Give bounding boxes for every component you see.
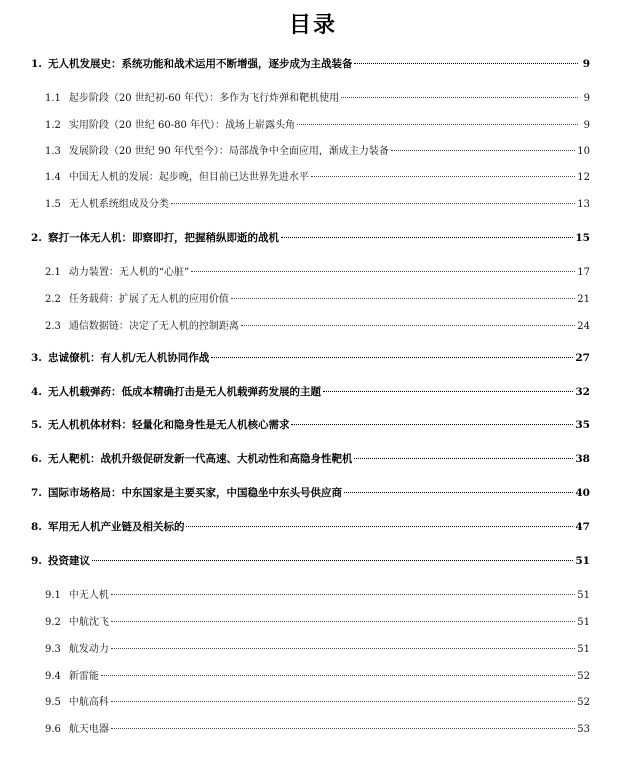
toc-entry-page-number: 38 — [575, 453, 590, 465]
toc-entry-chapter[interactable] — [0, 485, 626, 501]
toc-dot-leader — [92, 560, 573, 561]
toc-entry-number: 1. — [31, 58, 42, 70]
toc-dot-leader — [311, 176, 575, 177]
toc-entry-number: 1.3 — [45, 146, 61, 157]
toc-entry-label: 中国无人机的发展：起步晚，但目前已达世界先进水平 — [68, 172, 309, 183]
toc-entry-label: 中航高科 — [68, 697, 109, 708]
toc-entry-number: 9.4 — [45, 671, 61, 682]
toc-entry-label: 中无人机 — [68, 590, 109, 601]
toc-entry-number: 2.3 — [45, 321, 61, 332]
toc-entry-number: 2.1 — [45, 267, 61, 278]
toc-entry-section[interactable] — [0, 667, 626, 683]
toc-entry-label: 实用阶段（20 世纪 60-80 年代）：战场上崭露头角 — [68, 120, 295, 131]
toc-entry-number: 3. — [31, 352, 42, 364]
toc-entry-label: 中航沈飞 — [68, 617, 109, 628]
toc-dot-leader — [191, 271, 575, 272]
toc-entry-section[interactable] — [0, 263, 626, 279]
toc-entry-number: 1.5 — [45, 199, 61, 210]
toc-dot-leader — [344, 492, 573, 493]
toc-entry-page-number: 9 — [583, 120, 590, 131]
toc-entry-number: 6. — [31, 453, 42, 465]
toc-entry-label: 忠诚僚机：有人机/无人机协同作战 — [47, 352, 210, 364]
toc-entry-page-number: 21 — [577, 294, 590, 305]
toc-entry-label: 察打一体无人机：即察即打，把握稍纵即逝的战机 — [47, 232, 279, 244]
toc-entry-page-number: 51 — [577, 617, 590, 628]
toc-entry-number: 2.2 — [45, 294, 61, 305]
toc-entry-section[interactable] — [0, 142, 626, 158]
toc-entry-label: 航天电器 — [68, 724, 109, 735]
toc-entry-page-number: 47 — [575, 521, 590, 533]
toc-dot-leader — [231, 298, 575, 299]
toc-entry-label: 无人机系统组成及分类 — [68, 199, 169, 210]
toc-dot-leader — [241, 325, 575, 326]
toc-dot-leader — [291, 424, 573, 425]
toc-dot-leader — [111, 621, 575, 622]
toc-entry-label: 无人靶机：战机升级促研发新一代高速、大机动性和高隐身性靶机 — [47, 453, 353, 465]
toc-entry-page-number: 35 — [575, 419, 590, 431]
toc-entry-page-number: 15 — [575, 232, 590, 244]
toc-entry-label: 无人机载弹药：低成本精确打击是无人机载弹药发展的主题 — [47, 386, 321, 398]
toc-dot-leader — [391, 150, 575, 151]
toc-entry-page-number: 53 — [577, 724, 590, 735]
toc-entry-section[interactable] — [0, 116, 626, 132]
toc-entry-chapter[interactable] — [0, 417, 626, 433]
toc-entry-label: 通信数据链：决定了无人机的控制距离 — [68, 321, 239, 332]
toc-entry-chapter[interactable] — [0, 230, 626, 246]
toc-dot-leader — [111, 594, 575, 595]
toc-entry-page-number: 51 — [575, 555, 590, 567]
toc-entry-page-number: 51 — [577, 590, 590, 601]
toc-dot-leader — [101, 675, 575, 676]
toc-entry-number: 9.3 — [45, 644, 61, 655]
toc-entry-number: 7. — [31, 487, 42, 499]
toc-entry-number: 1.4 — [45, 172, 61, 183]
toc-entry-label: 国际市场格局：中东国家是主要买家，中国稳坐中东头号供应商 — [47, 487, 342, 499]
toc-dot-leader — [354, 63, 578, 64]
toc-entry-label: 无人机机体材料：轻量化和隐身性是无人机核心需求 — [47, 419, 290, 431]
toc-dot-leader — [171, 203, 575, 204]
toc-entry-number: 4. — [31, 386, 42, 398]
toc-dot-leader — [281, 237, 573, 238]
toc-entry-page-number: 12 — [577, 172, 590, 183]
toc-entry-section[interactable] — [0, 720, 626, 736]
toc-entry-page-number: 51 — [577, 644, 590, 655]
toc-entry-page-number: 24 — [577, 321, 590, 332]
toc-entry-page-number: 10 — [577, 146, 590, 157]
toc-entry-number: 9. — [31, 555, 42, 567]
toc-entry-chapter[interactable] — [0, 451, 626, 467]
toc-dot-leader — [111, 648, 575, 649]
toc-entry-section[interactable] — [0, 613, 626, 629]
toc-entry-page-number: 9 — [582, 58, 590, 70]
toc-entry-page-number: 32 — [575, 386, 590, 398]
toc-entry-number: 8. — [31, 521, 42, 533]
page-title: 目录 — [288, 13, 337, 38]
toc-entry-label: 动力装置：无人机的“心脏” — [68, 267, 190, 278]
toc-entry-number: 9.5 — [45, 697, 61, 708]
toc-entry-section[interactable] — [0, 290, 626, 306]
toc-entry-label: 军用无人机产业链及相关标的 — [47, 521, 185, 533]
toc-entry-section[interactable] — [0, 317, 626, 333]
toc-entry-page-number: 40 — [575, 487, 590, 499]
toc-dot-leader — [186, 526, 573, 527]
toc-entry-number: 1.1 — [45, 93, 61, 104]
toc-dot-leader — [111, 728, 575, 729]
toc-dot-leader — [323, 391, 573, 392]
toc-entry-chapter[interactable] — [0, 350, 626, 366]
toc-entry-number: 9.2 — [45, 617, 61, 628]
toc-entry-label: 新雷能 — [68, 671, 99, 682]
toc-entry-page-number: 13 — [577, 199, 590, 210]
toc-dot-leader — [354, 458, 573, 459]
toc-entry-section[interactable] — [0, 586, 626, 602]
toc-entry-page-number: 27 — [575, 352, 590, 364]
toc-dot-leader — [211, 357, 573, 358]
toc-entry-page-number: 52 — [577, 671, 590, 682]
toc-dot-leader — [111, 701, 575, 702]
toc-entry-label: 航发动力 — [68, 644, 109, 655]
toc-entry-label: 发展阶段（20 世纪 90 年代至今）：局部战争中全面应用，渐成主力装备 — [68, 146, 389, 157]
toc-entry-section[interactable] — [0, 195, 626, 211]
toc-entry-label: 起步阶段（20 世纪初-60 年代）：多作为飞行炸弹和靶机使用 — [68, 93, 340, 104]
toc-entry-number: 9.6 — [45, 724, 61, 735]
toc-entry-number: 1.2 — [45, 120, 61, 131]
toc-entry-page-number: 9 — [583, 93, 590, 104]
toc-entry-page-number: 52 — [577, 697, 590, 708]
toc-entry-number: 5. — [31, 419, 42, 431]
toc-dot-leader — [297, 124, 578, 125]
toc-entry-chapter[interactable] — [0, 384, 626, 400]
toc-entry-chapter[interactable] — [0, 519, 626, 535]
toc-entry-section[interactable] — [0, 168, 626, 184]
toc-entry-section[interactable] — [0, 640, 626, 656]
toc-entry-label: 无人机发展史：系统功能和战术运用不断增强，逐步成为主战装备 — [47, 58, 353, 70]
toc-entry-chapter[interactable] — [0, 56, 626, 72]
toc-dot-leader — [341, 97, 578, 98]
toc-entry-number: 2. — [31, 232, 42, 244]
toc-entry-number: 9.1 — [45, 590, 61, 601]
toc-entry-section[interactable] — [0, 89, 626, 105]
toc-entry-label: 投资建议 — [47, 555, 90, 567]
toc-entry-section[interactable] — [0, 693, 626, 709]
toc-entry-label: 任务载荷：扩展了无人机的应用价值 — [68, 294, 229, 305]
toc-entry-chapter[interactable] — [0, 553, 626, 569]
toc-entry-page-number: 17 — [577, 267, 590, 278]
